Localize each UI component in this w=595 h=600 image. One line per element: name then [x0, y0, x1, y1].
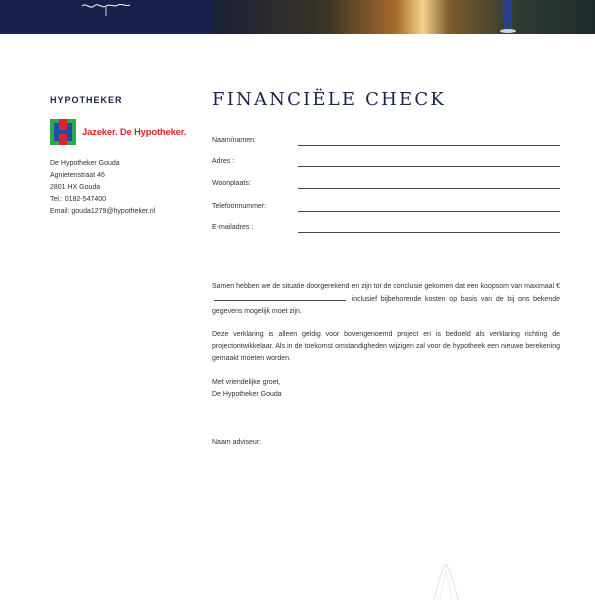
- conclusion-paragraph: [212, 281, 560, 318]
- watermark-icon: [428, 562, 464, 600]
- field-label: E-mailadres :: [212, 224, 254, 231]
- hypotheker-h-logo-icon: [50, 119, 76, 145]
- field-label: Telefoonnummer:: [212, 203, 267, 210]
- field-label: Woonplaats:: [212, 180, 251, 187]
- closing-block: [212, 377, 560, 401]
- brand-heading: HYPOTHEKER: [50, 95, 123, 105]
- validity-paragraph: Deze verklaring is alleen geldig voor bovengenoemd project en is bedoeld als verklaring richting de projectontwikkelaar. Als in de toekomst omstandigheden wijzigen zal voor de hypotheek een nieuwe berekening gemaakt moeten worden.: [212, 331, 560, 362]
- field-email: [212, 224, 560, 236]
- office-city: 2801 HX Gouda: [50, 184, 101, 191]
- conclusion-text-end: inclusief bijbehorende kosten op basis van de bij ons bekende gegevens mogelijk moet zijn.: [212, 296, 560, 315]
- contact-block: [50, 158, 155, 218]
- banner-dark-panel: [0, 0, 212, 34]
- field-label: Adres :: [212, 158, 235, 165]
- field-city: [212, 180, 560, 192]
- office-street: Agnietenstraat 46: [50, 172, 105, 179]
- city-input-line[interactable]: [298, 188, 560, 189]
- banner-photo: [212, 0, 595, 34]
- field-phone: [212, 203, 560, 215]
- conclusion-text-start: Samen hebben we de situatie doorgerekend en zijn tot de conclusie gekomen dat een koopsom van maximaal €: [212, 283, 560, 290]
- office-email: Email: gouda1279@hypotheker.nl: [50, 208, 156, 215]
- closing-greeting: Met vriendelijke groet,: [212, 379, 281, 386]
- email-input-line[interactable]: [298, 232, 560, 233]
- phone-input-line[interactable]: [298, 211, 560, 212]
- document-title: FINANCIËLE CHECK: [212, 89, 446, 110]
- signature-logo-icon: [76, 0, 136, 20]
- names-input-line[interactable]: [298, 145, 560, 146]
- field-names: [212, 137, 560, 149]
- person-silhouette-icon: [498, 0, 522, 34]
- address-input-line[interactable]: [298, 166, 560, 167]
- office-name: De Hypotheker Gouda: [50, 160, 120, 167]
- office-phone: Tel.: 0182-547400: [50, 196, 107, 203]
- amount-input-line[interactable]: [214, 293, 346, 301]
- closing-signoff: De Hypotheker Gouda: [212, 391, 282, 398]
- logo-slogan: Jazeker. De Hypotheker.: [82, 126, 187, 138]
- hypotheker-logo: [50, 118, 186, 146]
- field-address: [212, 158, 560, 170]
- field-label: Naam/namen:: [212, 137, 256, 144]
- advisor-name-label: Naam adviseur:: [212, 439, 262, 446]
- header-banner: [0, 0, 595, 34]
